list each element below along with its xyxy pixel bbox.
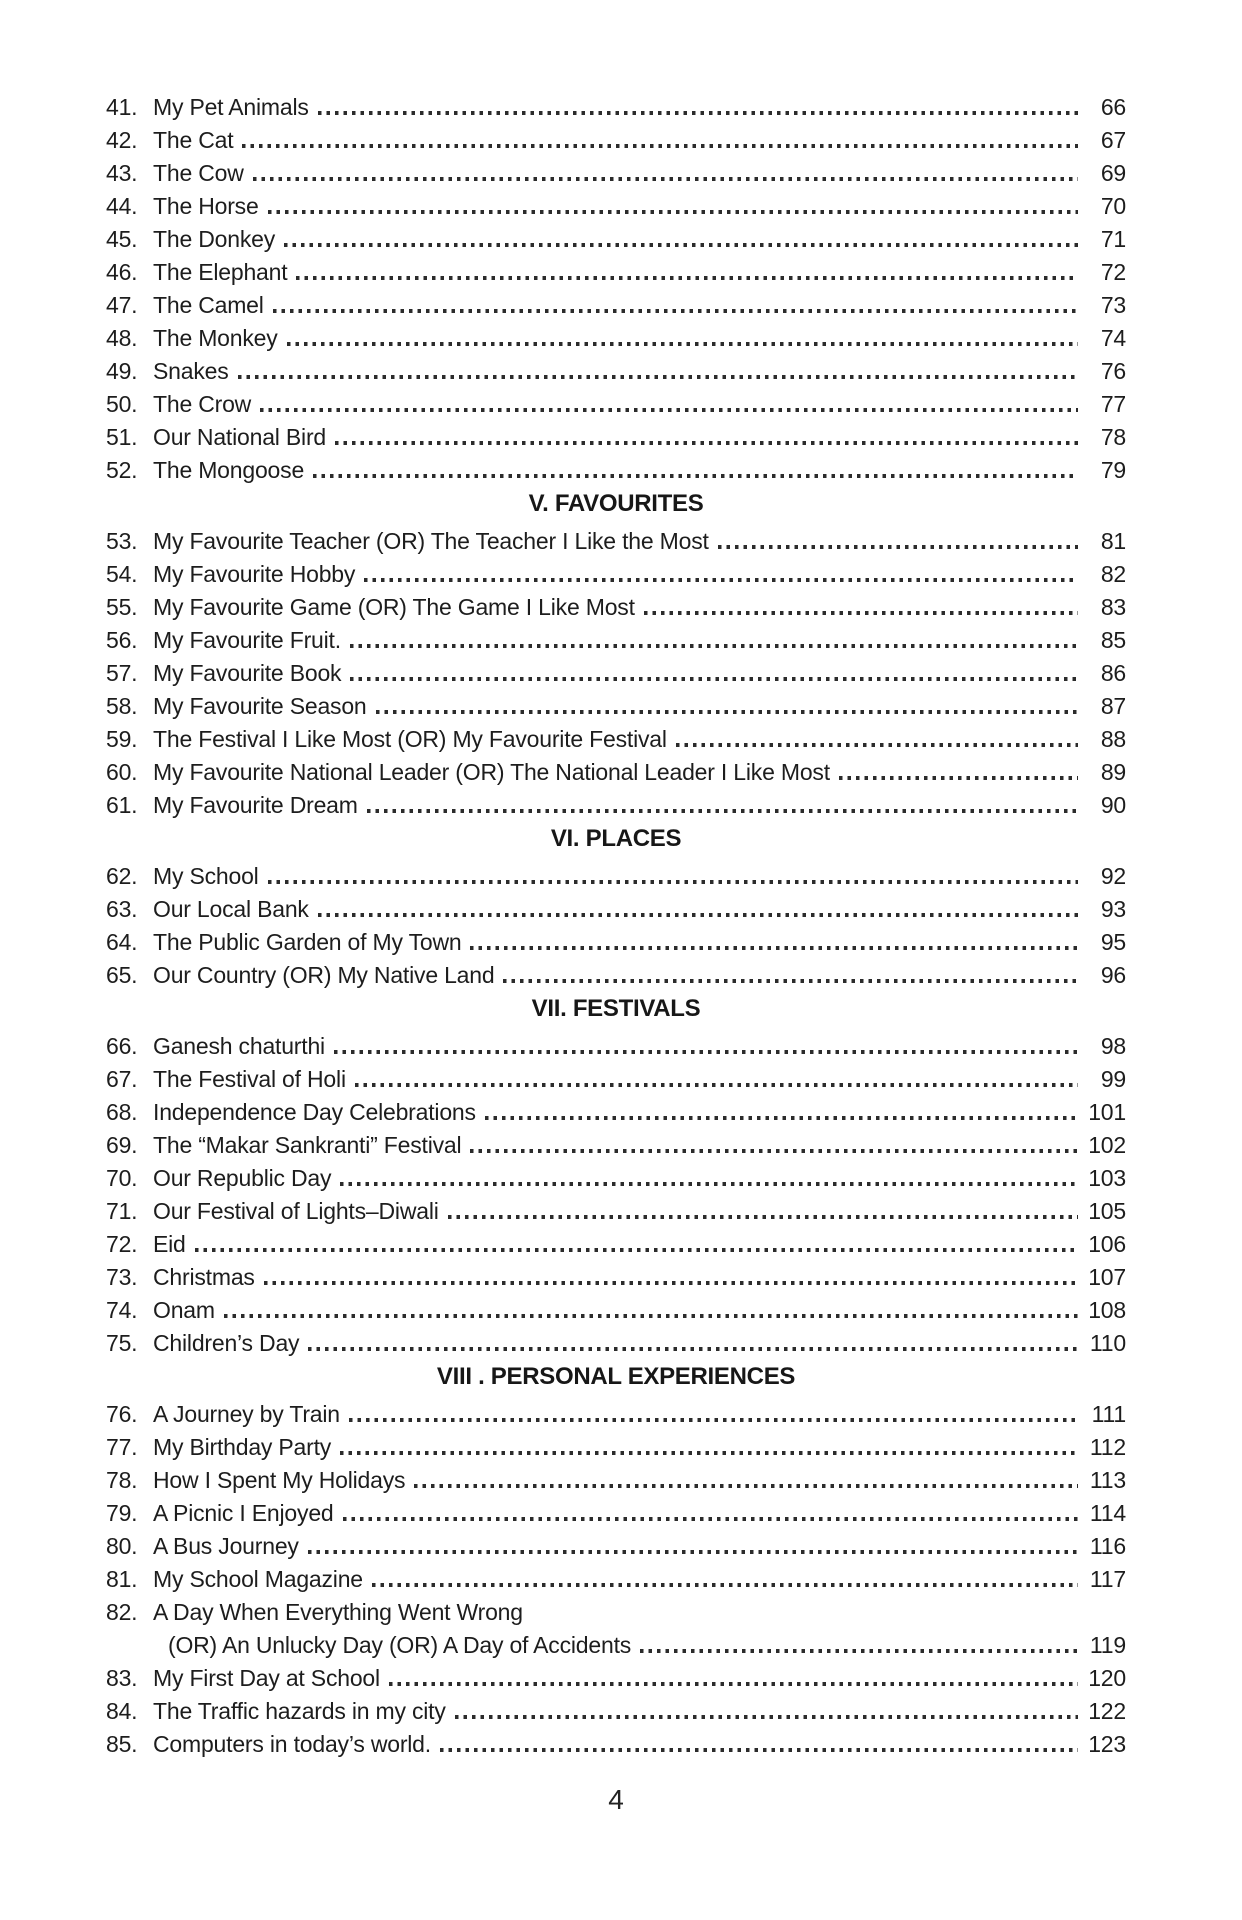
toc-item-page: 82 [1100, 561, 1126, 587]
toc-item-number: 71. [106, 1198, 138, 1224]
toc-item-page: 107 [1088, 1264, 1126, 1290]
toc-item-number: 45. [106, 226, 138, 252]
dot-leader [284, 243, 1078, 247]
toc-item-page: 81 [1100, 528, 1126, 554]
dot-leader [224, 1314, 1078, 1318]
toc-item-title: My Favourite National Leader (OR) The National Leader I Like Most [153, 759, 830, 785]
dot-leader [355, 1083, 1078, 1087]
section-heading: VII. FESTIVALS [531, 995, 701, 1022]
dot-leader [640, 1649, 1078, 1653]
toc-item-number: 73. [106, 1264, 138, 1290]
toc-item-number: 74. [106, 1297, 138, 1323]
toc-item [106, 1428, 1126, 1461]
toc-item [106, 687, 1126, 720]
page-footer [106, 1784, 1126, 1816]
toc-item-title: The Festival I Like Most (OR) My Favourite Festival [153, 726, 667, 752]
toc-item-title: A Picnic I Enjoyed [153, 1500, 334, 1526]
toc-item [106, 187, 1126, 220]
dot-leader [470, 1149, 1078, 1153]
toc-item-number: 78. [106, 1467, 138, 1493]
toc-item [106, 1692, 1126, 1725]
toc-item [106, 1324, 1126, 1357]
toc-item-title: My Favourite Game (OR) The Game I Like Most [153, 594, 635, 620]
toc-item [106, 857, 1126, 890]
dot-leader [238, 375, 1078, 379]
toc-item-title: The Donkey [153, 226, 276, 252]
toc-item [106, 1494, 1126, 1527]
toc-item-page: 83 [1100, 594, 1126, 620]
toc-item-page: 86 [1100, 660, 1126, 686]
dot-leader [308, 1347, 1078, 1351]
toc-item [106, 1291, 1126, 1324]
toc-item-title: (OR) An Unlucky Day (OR) A Day of Accidents [168, 1632, 632, 1658]
toc-item-page: 93 [1100, 896, 1126, 922]
toc-item-number: 50. [106, 391, 138, 417]
toc-item [106, 1093, 1126, 1126]
toc-item [106, 319, 1126, 352]
toc-item [106, 1225, 1126, 1258]
toc-item-page: 87 [1100, 693, 1126, 719]
dot-leader [340, 1451, 1078, 1455]
dot-leader [343, 1517, 1078, 1521]
dot-leader [372, 1583, 1078, 1587]
toc-item [106, 720, 1126, 753]
toc-item-number: 53. [106, 528, 138, 554]
toc-item-page: 108 [1088, 1297, 1126, 1323]
dot-leader [470, 946, 1078, 950]
toc-item-title: My Favourite Fruit. [153, 627, 341, 653]
toc-item-number: 75. [106, 1330, 138, 1356]
dot-leader [296, 276, 1078, 280]
toc-item-title: Our Festival of Lights–Diwali [153, 1198, 439, 1224]
toc-item-number: 81. [106, 1566, 138, 1592]
toc-item-page: 114 [1089, 1500, 1126, 1526]
dot-leader [273, 309, 1078, 313]
toc-item-number: 77. [106, 1434, 138, 1460]
toc-item-page: 95 [1100, 929, 1126, 955]
dot-leader [350, 644, 1078, 648]
toc-item-page: 66 [1100, 94, 1126, 120]
toc-item-page: 72 [1100, 259, 1126, 285]
toc-item-title: The Public Garden of My Town [153, 929, 462, 955]
toc-item-title: The Cow [153, 160, 244, 186]
toc-item-page: 122 [1088, 1698, 1126, 1724]
toc-item-page: 92 [1100, 863, 1126, 889]
toc-item-title: The Festival of Holi [153, 1066, 346, 1092]
page-number: 4 [608, 1784, 624, 1815]
toc-item [106, 220, 1126, 253]
toc-item [106, 923, 1126, 956]
toc-item-title: My Favourite Hobby [153, 561, 356, 587]
toc-item [106, 1258, 1126, 1291]
toc-item-title: My Birthday Party [153, 1434, 332, 1460]
toc-item-title: Eid [153, 1231, 186, 1257]
toc-item-page: 111 [1091, 1401, 1126, 1427]
dot-leader [253, 177, 1078, 181]
toc-item-page: 96 [1100, 962, 1126, 988]
toc-item-number: 43. [106, 160, 138, 186]
toc-item-page: 99 [1100, 1066, 1126, 1092]
toc-item-page: 77 [1100, 391, 1126, 417]
toc-item [106, 1395, 1126, 1428]
dot-leader [718, 545, 1078, 549]
toc-item-number: 67. [106, 1066, 138, 1092]
toc-item-title: The Camel [153, 292, 264, 318]
toc-item [106, 451, 1126, 484]
toc-item-page: 106 [1088, 1231, 1126, 1257]
toc-item-number: 47. [106, 292, 138, 318]
toc-item-page: 98 [1100, 1033, 1126, 1059]
dot-leader [195, 1248, 1078, 1252]
toc-item-number: 76. [106, 1401, 138, 1427]
toc-item-title: My Favourite Season [153, 693, 367, 719]
toc-item-title: The Traffic hazards in my city [153, 1698, 446, 1724]
dot-leader [839, 776, 1078, 780]
toc-item-title: My Favourite Book [153, 660, 342, 686]
toc-item-title: Christmas [153, 1264, 255, 1290]
dot-leader [334, 1050, 1078, 1054]
toc-item-number: 41. [106, 94, 138, 120]
dot-leader [264, 1281, 1078, 1285]
toc-item-page: 112 [1089, 1434, 1126, 1460]
toc-item-page: 78 [1100, 424, 1126, 450]
toc-item-number: 58. [106, 693, 138, 719]
toc-item [106, 1593, 1126, 1626]
toc-item-page: 89 [1100, 759, 1126, 785]
dot-leader [440, 1748, 1078, 1752]
toc-item-page: 71 [1100, 226, 1126, 252]
toc-item-number: 82. [106, 1599, 138, 1625]
dot-leader [448, 1215, 1078, 1219]
toc-item [106, 121, 1126, 154]
toc-list [106, 88, 1126, 1758]
toc-item-title: My First Day at School [153, 1665, 380, 1691]
toc-item-number: 54. [106, 561, 138, 587]
toc-item-number: 55. [106, 594, 138, 620]
toc-item-title: How I Spent My Holidays [153, 1467, 406, 1493]
toc-item-number: 69. [106, 1132, 138, 1158]
toc-item [106, 352, 1126, 385]
toc-item-title: Our Country (OR) My Native Land [153, 962, 495, 988]
toc-item-page: 67 [1100, 127, 1126, 153]
toc-item-page: 117 [1089, 1566, 1126, 1592]
toc-item-number: 44. [106, 193, 138, 219]
toc-item [106, 154, 1126, 187]
toc-item [106, 418, 1126, 451]
toc-item-title: Our Local Bank [153, 896, 309, 922]
dot-leader [335, 441, 1078, 445]
dot-leader [503, 979, 1078, 983]
toc-item-title: My School Magazine [153, 1566, 363, 1592]
toc-item-number: 48. [106, 325, 138, 351]
toc-item [106, 621, 1126, 654]
toc-item-title: Snakes [153, 358, 229, 384]
toc-item-page: 74 [1100, 325, 1126, 351]
toc-item [106, 1461, 1126, 1494]
toc-item-page: 102 [1088, 1132, 1126, 1158]
toc-item-page: 103 [1088, 1165, 1126, 1191]
toc-item-number: 63. [106, 896, 138, 922]
toc-item-title: My School [153, 863, 259, 889]
toc-item-title: The Elephant [153, 259, 288, 285]
toc-item-number: 70. [106, 1165, 138, 1191]
toc-item-title: Onam [153, 1297, 215, 1323]
dot-leader [364, 578, 1078, 582]
toc-item-page: 119 [1089, 1632, 1126, 1658]
toc-item [106, 1560, 1126, 1593]
toc-item-number: 72. [106, 1231, 138, 1257]
toc-item-page: 88 [1100, 726, 1126, 752]
toc-item-number: 51. [106, 424, 138, 450]
toc-item-number: 66. [106, 1033, 138, 1059]
section-heading: VIII . PERSONAL EXPERIENCES [436, 1363, 796, 1390]
toc-item [106, 88, 1126, 121]
toc-item-page: 90 [1100, 792, 1126, 818]
toc-item-number: 84. [106, 1698, 138, 1724]
toc-item-page: 101 [1088, 1099, 1126, 1125]
toc-item-number: 85. [106, 1731, 138, 1757]
toc-item-title: Our Republic Day [153, 1165, 332, 1191]
toc-item-number: 49. [106, 358, 138, 384]
toc-item [106, 1725, 1126, 1758]
toc-item-title: My Favourite Dream [153, 792, 358, 818]
toc-item [106, 253, 1126, 286]
dot-leader [367, 809, 1078, 813]
toc-item [106, 654, 1126, 687]
toc-item-title: Ganesh chaturthi [153, 1033, 325, 1059]
toc-item [106, 385, 1126, 418]
toc-item [106, 555, 1126, 588]
toc-item [106, 522, 1126, 555]
toc-item-page: 76 [1100, 358, 1126, 384]
toc-item-title: Our National Bird [153, 424, 327, 450]
dot-leader [313, 474, 1078, 478]
toc-item-number: 46. [106, 259, 138, 285]
toc-item-title: A Journey by Train [153, 1401, 340, 1427]
dot-leader [268, 880, 1078, 884]
toc-item [106, 286, 1126, 319]
toc-item [106, 786, 1126, 819]
dot-leader [349, 1418, 1078, 1422]
toc-item-number: 62. [106, 863, 138, 889]
toc-item [106, 1027, 1126, 1060]
toc-item-title: A Day When Everything Went Wrong [153, 1599, 523, 1625]
dot-leader [268, 210, 1078, 214]
dot-leader [340, 1182, 1078, 1186]
toc-item-number: 52. [106, 457, 138, 483]
dot-leader [676, 743, 1078, 747]
toc-item-number: 64. [106, 929, 138, 955]
dot-leader [644, 611, 1078, 615]
toc-item-title: Independence Day Celebrations [153, 1099, 476, 1125]
toc-item-page: 116 [1089, 1533, 1126, 1559]
toc-item-page: 110 [1089, 1330, 1126, 1356]
toc-item [106, 1060, 1126, 1093]
dot-leader [318, 111, 1078, 115]
dot-leader [242, 144, 1078, 148]
toc-item-page: 79 [1100, 457, 1126, 483]
toc-item-page: 70 [1100, 193, 1126, 219]
toc-item [106, 588, 1126, 621]
toc-item-title: The Cat [153, 127, 234, 153]
toc-item-number: 80. [106, 1533, 138, 1559]
toc-item-number: 65. [106, 962, 138, 988]
toc-item-title: The “Makar Sankranti” Festival [153, 1132, 462, 1158]
dot-leader [455, 1715, 1078, 1719]
dot-leader [287, 342, 1078, 346]
toc-item-page: 69 [1100, 160, 1126, 186]
toc-item-title: The Monkey [153, 325, 278, 351]
toc-item-title: Children’s Day [153, 1330, 300, 1356]
toc-item-title: The Mongoose [153, 457, 305, 483]
dot-leader [350, 677, 1078, 681]
toc-item-title: Computers in today’s world. [153, 1731, 431, 1757]
toc-item-number: 60. [106, 759, 138, 785]
toc-item-title: My Pet Animals [153, 94, 309, 120]
toc-item [106, 956, 1126, 989]
toc-item-title: My Favourite Teacher (OR) The Teacher I Like the Most [153, 528, 709, 554]
toc-item-page: 73 [1100, 292, 1126, 318]
section-heading: VI. PLACES [550, 825, 682, 852]
dot-leader [414, 1484, 1078, 1488]
toc-item-title: The Horse [153, 193, 259, 219]
toc-item [106, 1159, 1126, 1192]
toc-item [106, 1527, 1126, 1560]
toc-item-number: 83. [106, 1665, 138, 1691]
toc-item [106, 1192, 1126, 1225]
toc-item-number: 79. [106, 1500, 138, 1526]
toc-item-page: 123 [1088, 1731, 1126, 1757]
toc-item-number: 56. [106, 627, 138, 653]
toc-item-number: 42. [106, 127, 138, 153]
dot-leader [318, 913, 1078, 917]
dot-leader [376, 710, 1078, 714]
toc-item [106, 753, 1126, 786]
dot-leader [389, 1682, 1078, 1686]
toc-item-number: 57. [106, 660, 138, 686]
dot-leader [485, 1116, 1078, 1120]
section-heading: V. FAVOURITES [528, 490, 704, 517]
toc-item-number: 59. [106, 726, 138, 752]
toc-item-title: A Bus Journey [153, 1533, 299, 1559]
toc-item-continuation [106, 1626, 1126, 1659]
toc-item [106, 890, 1126, 923]
toc-item [106, 1126, 1126, 1159]
toc-item-number: 61. [106, 792, 138, 818]
toc-item-page: 85 [1100, 627, 1126, 653]
toc-item-title: The Crow [153, 391, 252, 417]
dot-leader [260, 408, 1078, 412]
toc-item-page: 105 [1088, 1198, 1126, 1224]
toc-item-page: 120 [1088, 1665, 1126, 1691]
toc-item [106, 1659, 1126, 1692]
toc-item-number: 68. [106, 1099, 138, 1125]
toc-item-page: 113 [1089, 1467, 1126, 1493]
dot-leader [308, 1550, 1078, 1554]
